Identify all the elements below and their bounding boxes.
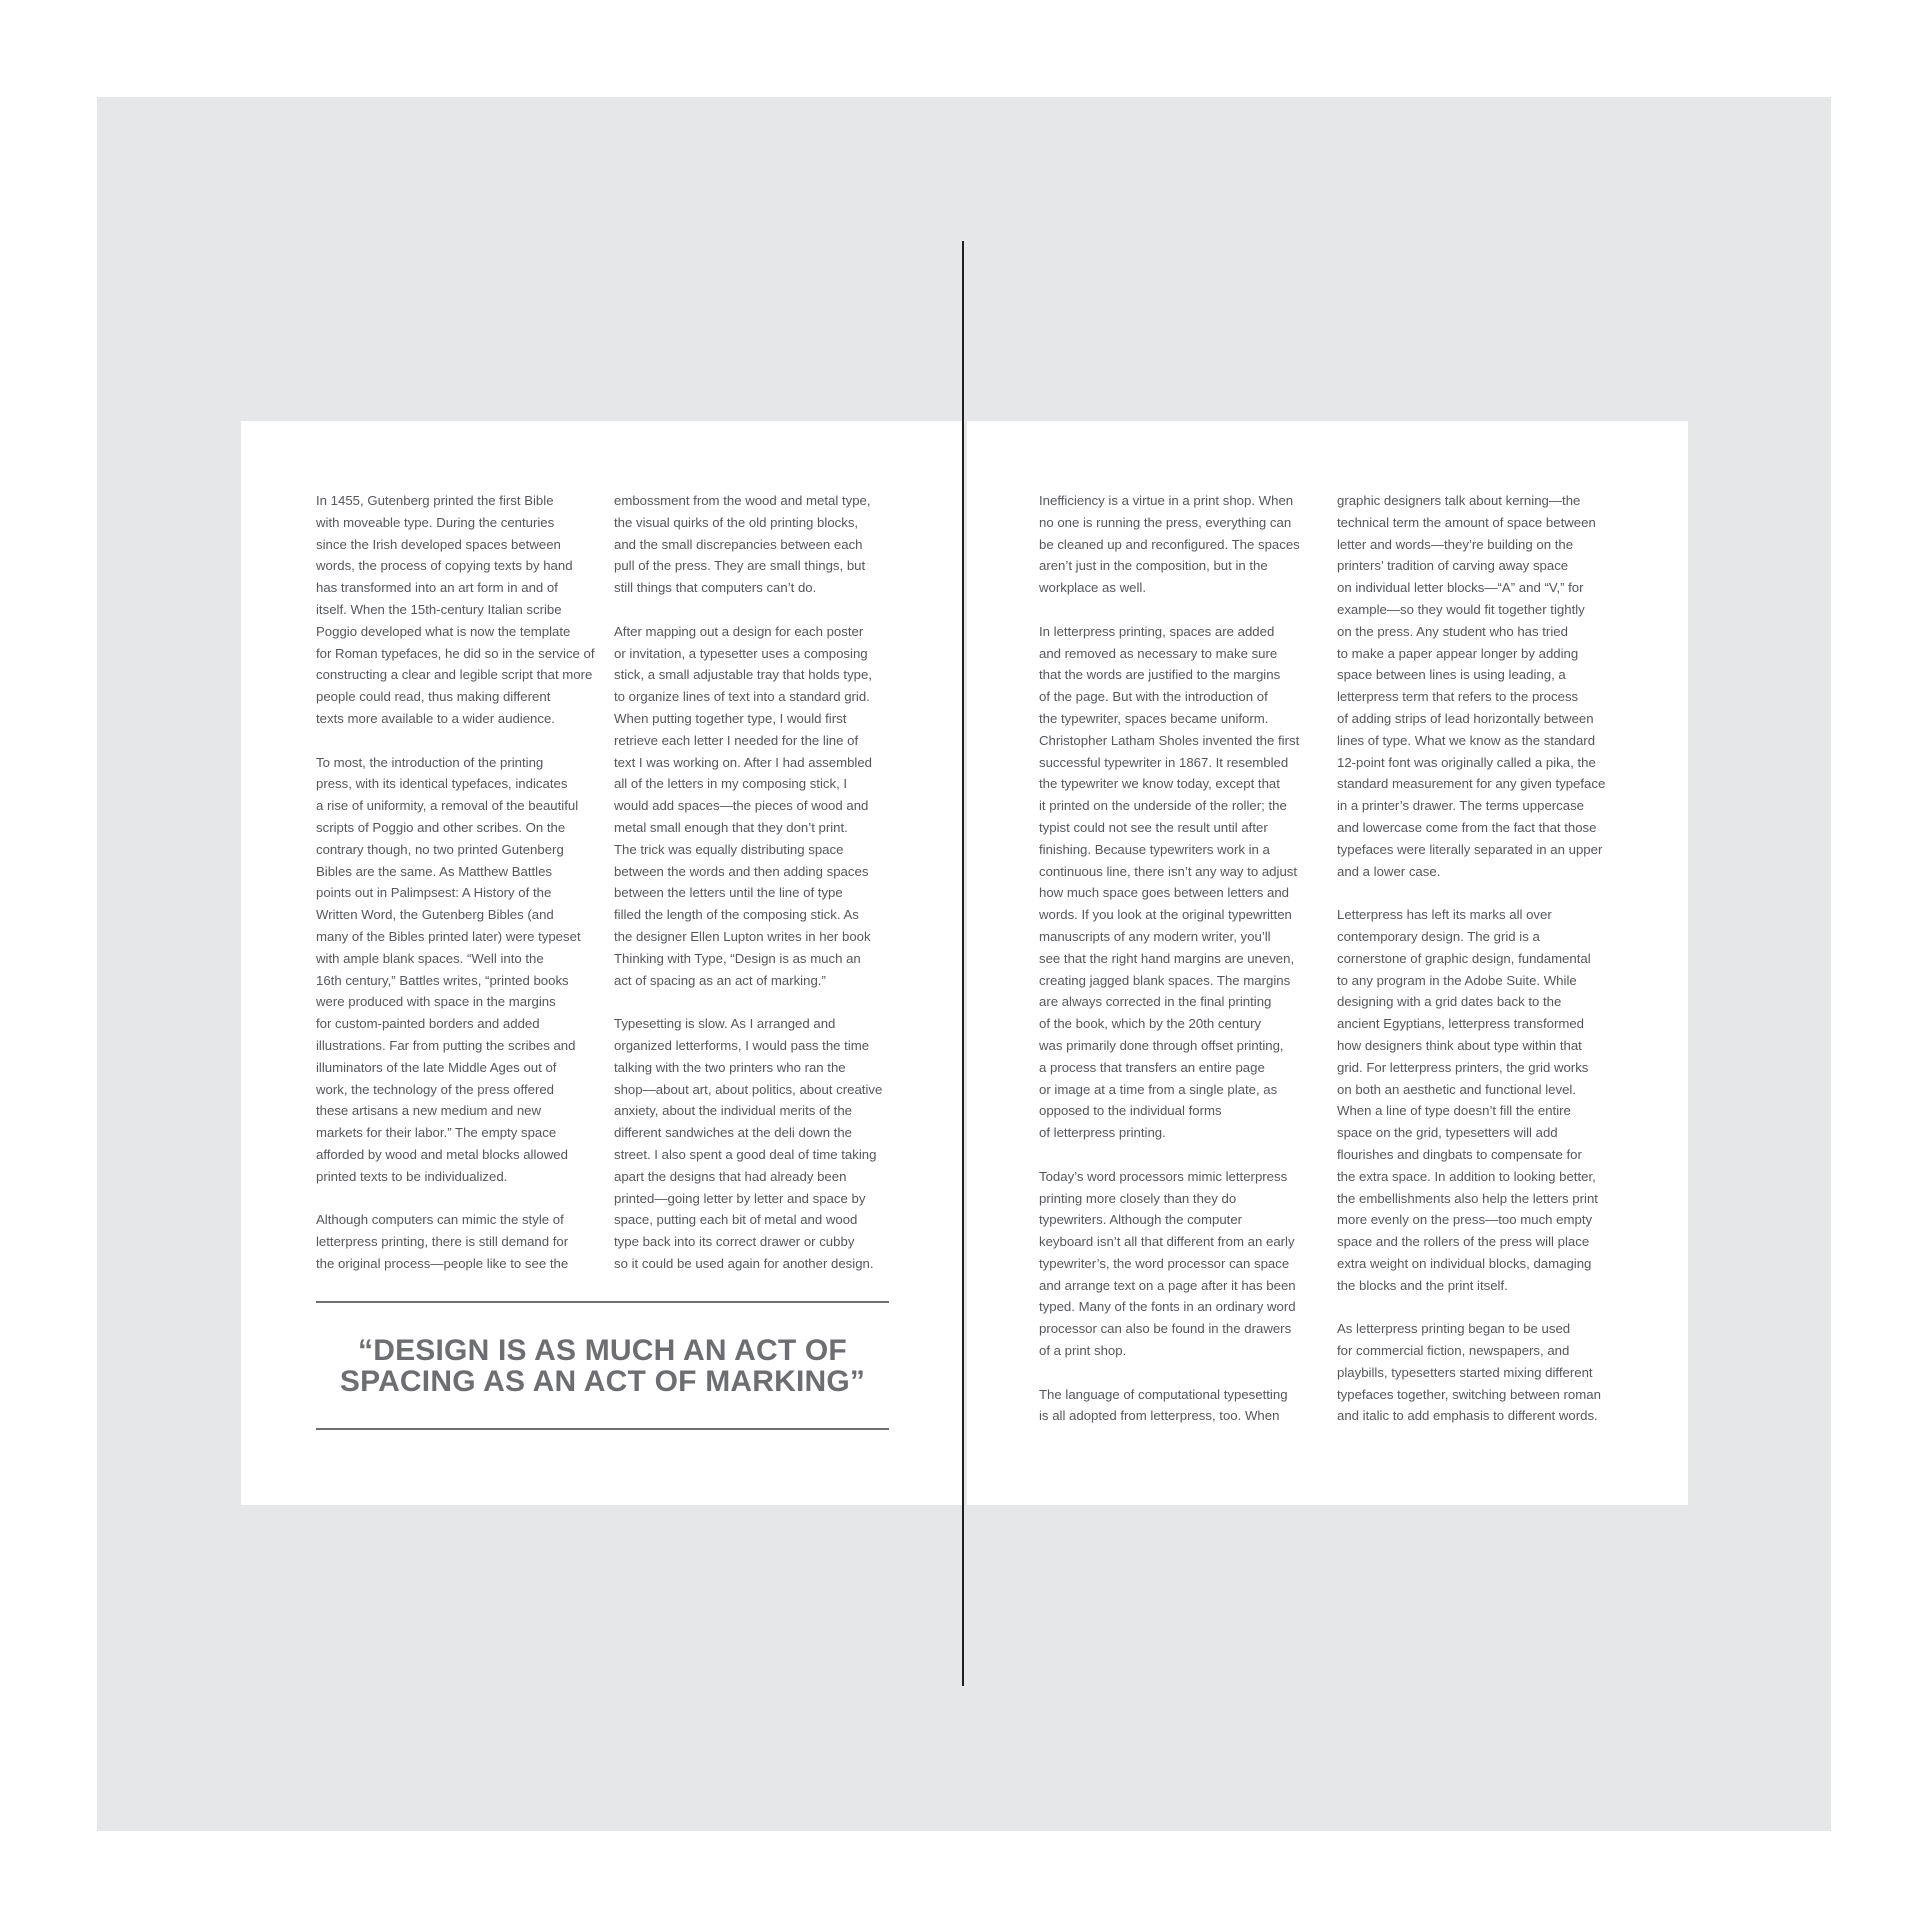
paragraph: Typesetting is slow. As I arranged and organized letterforms, I would pass the time talking with the two printers who ran the shop—about art, about politics, about creative anxiety, about the individual merits of the different sandwiches at the deli down the street. I also spent a good deal of time taking apart the designs that had already been printed—going letter by letter and space by space, putting each bit of metal and wood type back into its correct drawer or cubby so it could be used again for another design. xyxy=(614,1016,883,1271)
spine-line xyxy=(962,241,964,1686)
paragraph: Today’s word processors mimic letterpress printing more closely than they do typewriters. Although the computer keyboard isn’t all that different from an early typewriter’s, the word processor can space and arrange text on a page after it has been typed. Many of the fonts in an ordinary word processor can also be found in the drawers of a print shop. xyxy=(1039,1168,1296,1359)
paragraph: The language of computational typesetting is all adopted from letterpress, too. When xyxy=(1039,1386,1288,1424)
right-column-1 xyxy=(1039,490,1321,1427)
paragraph: In 1455, Gutenberg printed the first Bible with moveable type. During the centuries since the Irish developed spaces between words, the process of copying texts by hand has transformed into an art form in and of itself. When the 15th-century Italian scribe Poggio developed what is now the template for Roman typefaces, he did so in the service of constructing a clear and legible script that more people could read, thus making different texts more available to a wider audience. xyxy=(316,493,595,726)
right-column-2 xyxy=(1337,490,1619,1427)
pull-quote-bottom-rule xyxy=(316,1428,889,1430)
paragraph: graphic designers talk about kerning—the technical term the amount of space between letter and words—they’re building on the printers’ tradition of carving away space on individual letter blocks—“A” and “V,” for example—so they would fit together tightly on the press. Any student who has tried to make a paper appear longer by adding space between lines is using leading, a letterpress term that refers to the process of adding strips of lead horizontally between lines of type. What we know as the standard 12-point font was originally called a pika, the standard measurement for any given typeface in a printer’s drawer. The terms uppercase and lowercase come from the fact that those typefaces were literally separated in an upper and a lower case. xyxy=(1337,493,1606,879)
paragraph: Inefficiency is a virtue in a print shop. When no one is running the press, everything can be cleaned up and reconfigured. The spaces aren’t just in the composition, but in the workplace as well. xyxy=(1039,493,1300,596)
left-column-2 xyxy=(614,490,896,1275)
pull-quote-top-rule xyxy=(316,1301,889,1303)
paragraph: As letterpress printing began to be used for commercial fiction, newspapers, and playbills, typesetters started mixing different typefaces together, switching between roman and italic to add emphasis to different words. xyxy=(1337,1321,1601,1424)
paragraph: Letterpress has left its marks all over contemporary design. The grid is a cornerstone of graphic design, fundamental to any program in the Adobe Suite. While designing with a grid dates back to the ancient Egyptians, letterpress transformed how designers think about type within that grid. For letterpress printers, the grid works on both an aesthetic and functional level. When a line of type doesn’t fill the entire space on the grid, typesetters will add flourishes and dingbats to compensate for the extra space. In addition to looking better, the embellishments also help the letters print more evenly on the press—too much empty space and the rollers of the press will place extra weight on individual blocks, damaging the blocks and the print itself. xyxy=(1337,907,1598,1293)
paragraph: To most, the introduction of the printing press, with its identical typefaces, indicates a rise of uniformity, a removal of the beautiful scripts of Poggio and other scribes. On the contrary though, no two printed Gutenberg Bibles are the same. As Matthew Battles points out in Palimpsest: A History of the Written Word, the Gutenberg Bibles (and many of the Bibles printed later) were typeset with ample blank spaces. “Well into the 16th century,” Battles writes, “printed books were produced with space in the margins for custom-painted borders and added illustrations. Far from putting the scribes and illuminators of the late Middle Ages out of work, the technology of the press offered these artisans a new medium and new markets for their labor.” The empty space afforded by wood and metal blocks allowed printed texts to be individualized. xyxy=(316,754,581,1184)
pull-quote: “DESIGN IS AS MUCH AN ACT OF SPACING AS AN ACT OF MARKING” xyxy=(339,1334,866,1398)
paragraph: embossment from the wood and metal type, the visual quirks of the old printing blocks, and the small discrepancies between each pull of the press. They are small things, but still things that computers can’t do. xyxy=(614,493,871,596)
paragraph: Although computers can mimic the style of letterpress printing, there is still demand for the original process—people like to see the xyxy=(316,1212,569,1271)
paragraph: In letterpress printing, spaces are added and removed as necessary to make sure that the words are justified to the margins of the page. But with the introduction of the typewriter, spaces became uniform. Christopher Latham Sholes invented the first successful typewriter in 1867. It resembled the typewriter we know today, except that it printed on the underside of the roller; the typist could not see the result until after finishing. Because typewriters work in a continuous line, there isn’t any way to adjust how much space goes between letters and words. If you look at the original typewritten manuscripts of any modern writer, you’ll see that the right hand margins are uneven, creating jagged blank spaces. The margins are always corrected in the final printing of the book, which by the 20th century was primarily done through offset printing, a process that transfers an entire page or image at a time from a single plate, as opposed to the individual forms of letterpress printing. xyxy=(1039,623,1300,1141)
left-column-1 xyxy=(316,490,598,1275)
paragraph: After mapping out a design for each poster or invitation, a typesetter uses a composing stick, a small adjustable tray that holds type, to organize lines of text into a standard grid. When putting together type, I would first retrieve each letter I needed for the line of text I was working on. After I had assembled all of the letters in my composing stick, I would add spaces—the pieces of wood and metal small enough that they don’t print. The trick was equally distributing space between the words and then adding spaces between the letters until the line of type filled the length of the composing stick. As the designer Ellen Lupton writes in her book Thinking with Type, “Design is as much an act of spacing as an act of marking.” xyxy=(614,623,873,988)
